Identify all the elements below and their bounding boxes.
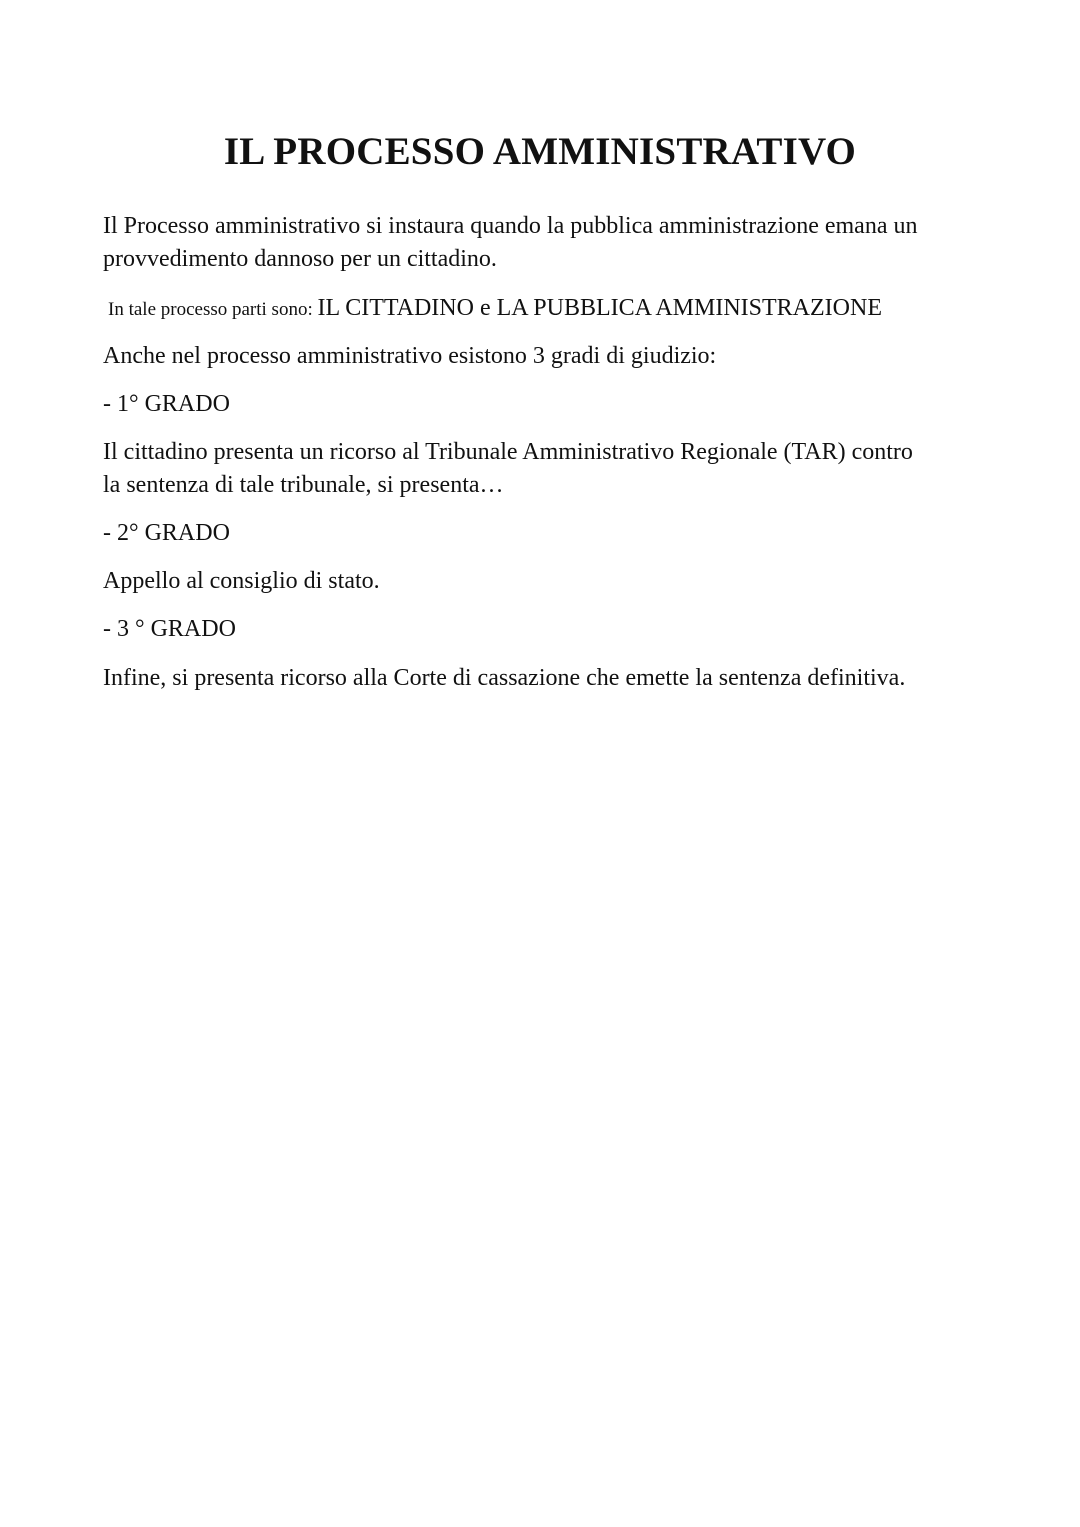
parties-names: IL CITTADINO e LA PUBBLICA AMMINISTRAZIONE	[317, 295, 882, 321]
degrees-intro: Anche nel processo amministrativo esistono 3 gradi di giudizio:	[103, 343, 717, 369]
page-title: IL PROCESSO AMMINISTRATIVO	[223, 130, 857, 173]
grado1-line-1: Il cittadino presenta un ricorso al Tribunale Amministrativo Regionale (TAR) contro	[103, 439, 913, 465]
grado2-text: Appello al consiglio di stato.	[103, 568, 380, 594]
parties-lead: In tale processo parti sono:	[108, 299, 318, 320]
grado2-heading: - 2° GRADO	[103, 520, 230, 546]
grado3-heading: - 3 ° GRADO	[103, 616, 236, 642]
intro-paragraph	[103, 210, 983, 276]
grado3-text: Infine, si presenta ricorso alla Corte di cassazione che emette la sentenza definitiva.	[103, 665, 906, 691]
parties-paragraph	[108, 292, 988, 326]
grado1-line-2: la sentenza di tale tribunale, si presenta…	[103, 472, 504, 498]
intro-line-2: provvedimento dannoso per un cittadino.	[103, 246, 497, 272]
grado1-heading: - 1° GRADO	[103, 391, 230, 417]
grado1-paragraph	[103, 436, 983, 502]
intro-line-1: Il Processo amministrativo si instaura quando la pubblica amministrazione emana un	[103, 213, 918, 239]
